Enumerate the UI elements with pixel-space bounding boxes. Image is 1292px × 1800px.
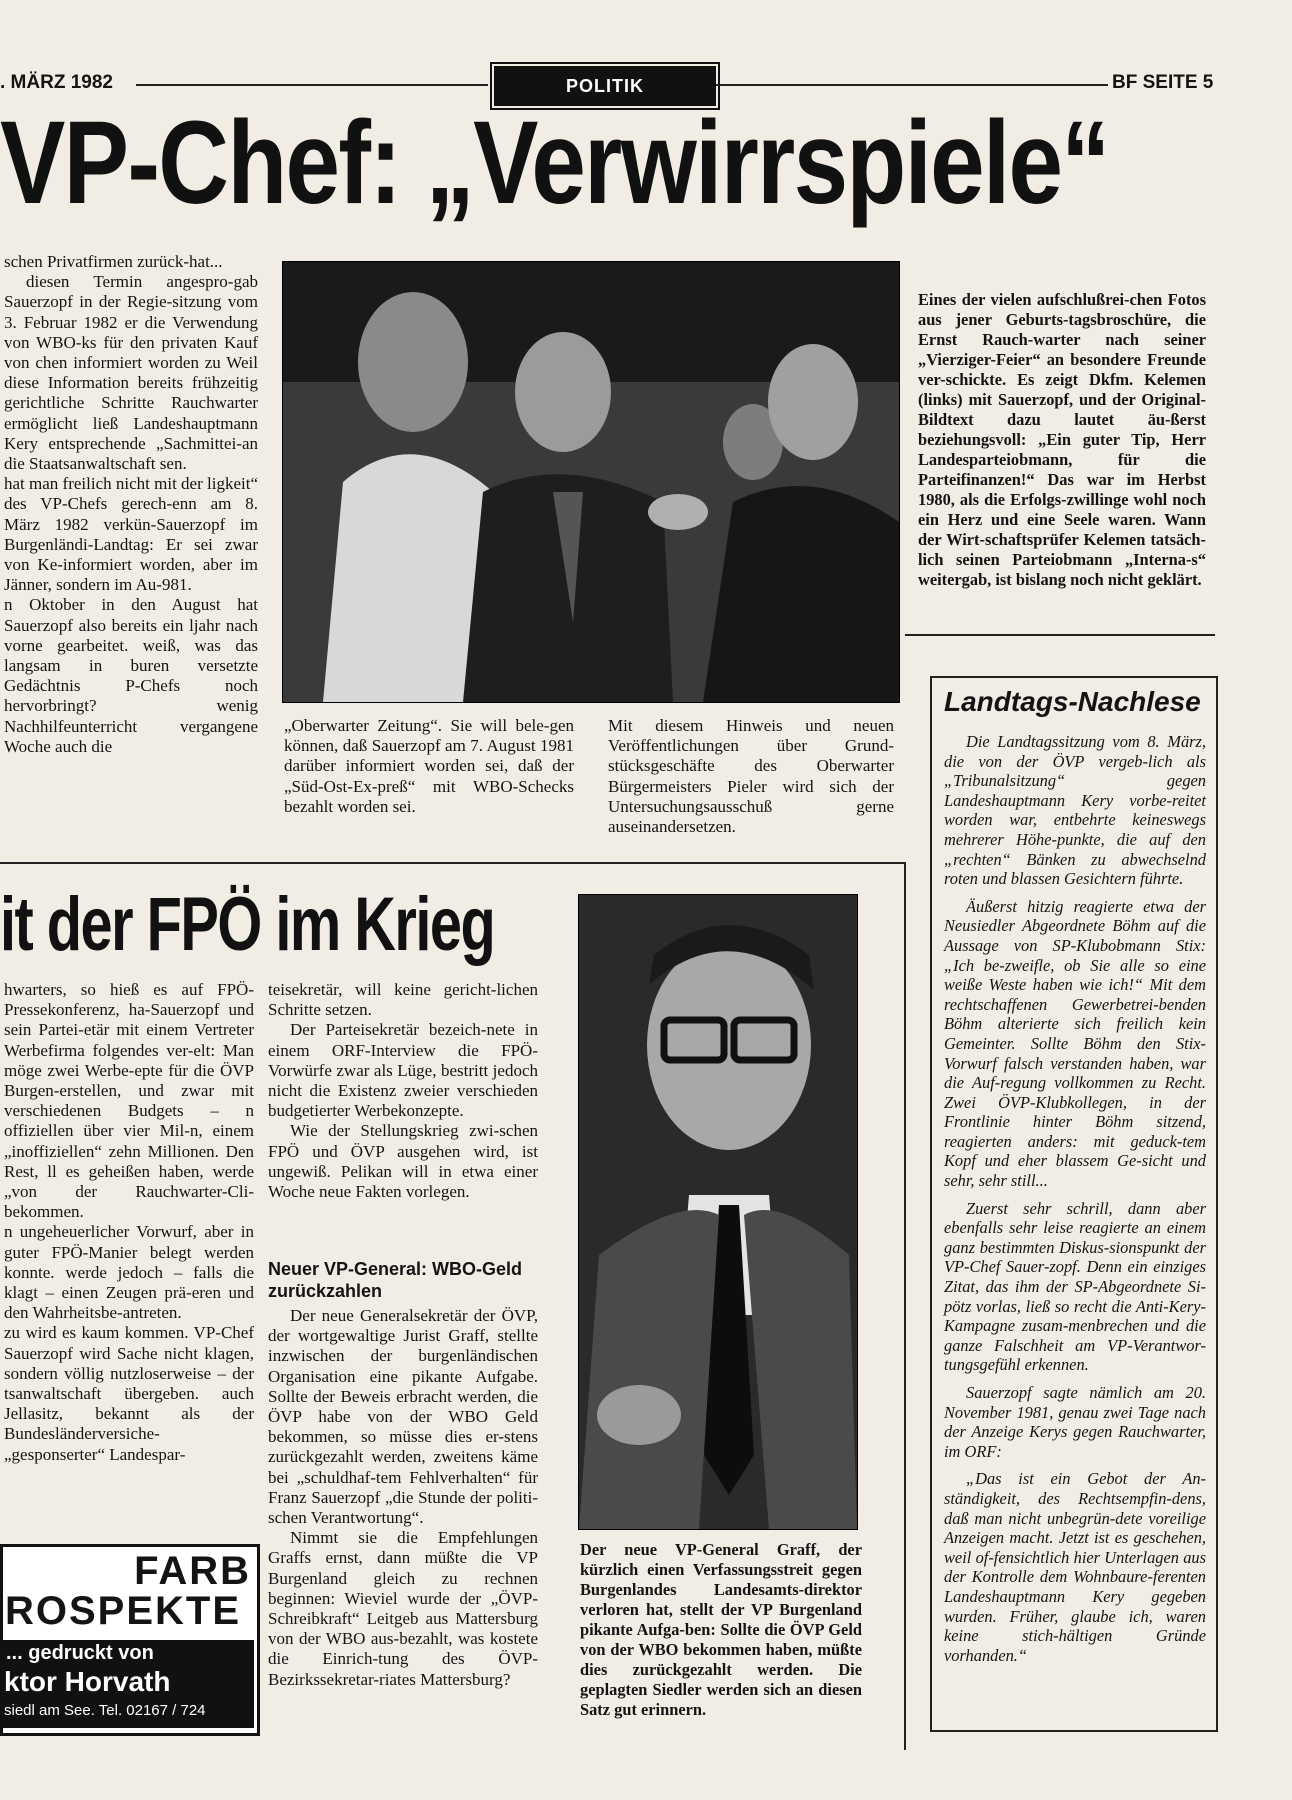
article1-col3: Mit diesem Hinweis und neuen Veröffentlichungen über Grund-stücksgeschäfte des Oberwarter Bürgermeisters Pieler wird sich der Untersuchungsausschuß gerne auseinandersetzen. bbox=[608, 716, 894, 837]
ad-line-2: ROSPEKTE bbox=[5, 1589, 242, 1633]
photo-graff bbox=[578, 894, 858, 1530]
article2-col2b bbox=[268, 1306, 538, 1690]
ad-line-3: ... gedruckt von bbox=[6, 1642, 154, 1664]
issue-date: . MÄRZ 1982 bbox=[0, 72, 113, 93]
paragraph: „Das ist ein Gebot der An-ständigkeit, des Rechtsempfin-dens, daß man nicht unbegrün-dete voreilige Anzeigen macht. Jetzt ist es geschehen, weil of-fensichtlich hier Unterlagen aus der Kontrolle dem Wohnbaure-ferenten Landeshauptmann Kery gegeben wurden. Früher, glaube ich, waren keine stich-hältigen Gründe vorhanden.“ bbox=[944, 1469, 1206, 1665]
sidebar-title: Landtags-Nachlese bbox=[944, 686, 1201, 717]
paragraph: diesen Termin angespro-gab Sauerzopf in der Regie-sitzung vom 3. Februar 1982 er die Verwendung von WBO-ks für den privaten Kauf von chen informiert worden zu Weil diese Information bereits frühzeitig gerichtliche Schritte Rauchwarter ermöglicht ließ Landeshauptmann Kery entsprechende „Sachmittei-an die Staatsanwaltschaft sen. bbox=[4, 272, 258, 474]
paragraph: Nimmt sie die Empfehlungen Graffs ernst, dann müßte die VP Burgenland gleich zu rechnen beginnen: Wieviel wurde der „ÖVP-Schreibkraft“ Leitgeb aus Mattersburg von der WBO aus-bezahlt, was kostete die Einrich-tung des ÖVP-Bezirkssekretar-riates Mattersburg? bbox=[268, 1528, 538, 1689]
subheading-vp-general: Neuer VP-General: WBO-Geld zurückzahlen bbox=[268, 1259, 523, 1301]
article1-col1 bbox=[4, 252, 258, 757]
photo-kelemen-sauerzopf bbox=[282, 261, 900, 703]
photo-caption-1: Eines der vielen aufschlußrei-chen Fotos aus jener Geburts-tagsbroschüre, die Ernst Rauch-warter nach seiner „Vierziger-Feier“ an besondere Freunde ver-schickte. Es zeigt Dkfm. Kelemen (links) mit Sauerzopf, und der Original-Bildtext dazu lautet äu-ßerst beziehungsvoll: „Ein guter Tip, Herr Landesparteiobmann, für die Parteifinanzen!“ Das war im Herbst 1980, als die Erfolgs-zwillinge wohl noch ein Herz und eine Seele waren. Wann der Wirt-schaftsprüfer Kelemen tatsäch-lich seinen Parteiobmann „Interna-s“ weitergab, ist bislang noch nicht geklärt. bbox=[918, 290, 1206, 589]
sidebar-divider bbox=[904, 862, 906, 1750]
article-divider bbox=[0, 862, 906, 864]
photo-kelemen-sauerzopf-image bbox=[283, 262, 899, 702]
sidebar-text bbox=[944, 732, 1206, 1665]
paragraph: hat man freilich nicht mit der ligkeit“ des VP-Chefs gerech-enn am 8. März 1982 verkün-Sauerzopf im Burgenländi-Landtag: Er sei zwar von Ke-informiert worden, aber im Jänner, sondern im Au-981. bbox=[4, 474, 258, 595]
paragraph: teisekretär, will keine gericht-lichen Schritte setzen. bbox=[268, 980, 538, 1020]
paragraph: Die Landtagssitzung vom 8. März, die von der ÖVP vergeb-lich als „Tribunalsitzung“ gegen Landeshauptmann Kery vorbe-reitet worden war, entbehrte keineswegs mehrerer Höhe-punkte, die auf den „rechten“ Bänken zu abwechselnd roten und blassen Gesichtern führte. bbox=[944, 732, 1206, 889]
article2-col1 bbox=[4, 980, 254, 1465]
article1-col2: „Oberwarter Zeitung“. Sie will bele-gen können, daß Sauerzopf am 7. August 1981 darüber informiert worden sei, daß der „Süd-Ost-Ex-preß“ mit WBO-Schecks bezahlt worden sei. bbox=[284, 716, 574, 816]
header-rule-right bbox=[716, 84, 1108, 86]
paragraph: Der neue Generalsekretär der ÖVP, der wortgewaltige Jurist Graff, stellte inzwischen der burgenländischen Organisation eine pikante Aufgabe. Sollte der Beweis erbracht werden, die ÖVP habe von der WBO Geld bekommen, so müsse dies er-stens zurückgezahlt werden, zweitens käme bei „schuldhaf-tem Fehlverhalten“ für Franz Sauerzopf „die Stunde der politi-schen Verantwortung“. bbox=[268, 1306, 538, 1528]
caption-rule bbox=[905, 634, 1215, 636]
ad-line-5: siedl am See. Tel. 02167 / 724 bbox=[4, 1702, 206, 1719]
page-number: BF SEITE 5 bbox=[1112, 72, 1214, 93]
paragraph: schen Privatfirmen zurück-hat... bbox=[4, 252, 223, 271]
photo-graff-image bbox=[579, 895, 857, 1529]
main-headline: VP-Chef: „Verwirrspiele“ bbox=[0, 97, 1109, 229]
ad-line-4: ktor Horvath bbox=[4, 1666, 171, 1697]
paragraph: Sauerzopf sagte nämlich am 20. November 1981, genau zwei Tage nach der Anzeige Kerys gegen Rauchwarter, im ORF: bbox=[944, 1383, 1206, 1461]
paragraph: Zuerst sehr schrill, dann aber ebenfalls sehr leise reagierte an einem ganz bestimmten Diskus-sionspunkt der VP-Chef Sauer-zopf. Denn ein einziges Zitat, das ihm der SP-Abgeordnete Si-pötz vorlas, ließ so recht die Anti-Kery-Kampagne zusam-menbrechen und die ganze Falschheit am VP-Verantwor-tungsgefühl erkennen. bbox=[944, 1198, 1206, 1375]
paragraph: n Oktober in den August hat Sauerzopf also bereits ein ljahr nach vorne gearbeitet. weiß, was das langsam in buren versetzte Gedächtnis P-Chefs noch hervorbringt? wenig Nachhilfeunterricht vergangene Woche auch die bbox=[4, 595, 258, 756]
section-label: POLITIK bbox=[494, 66, 716, 106]
paragraph: Wie der Stellungskrieg zwi-schen FPÖ und ÖVP ausgehen wird, ist ungewiß. Pelikan will in etwa einer Woche neue Fakten vorlegen. bbox=[268, 1121, 538, 1202]
paragraph: n ungeheuerlicher Vorwurf, aber in guter FPÖ-Manier belegt werden konnte. werde jedoch – falls die klagt – einen Zeugen prä-eren und den Wahrheitsbe-antreten. bbox=[4, 1222, 254, 1323]
paragraph: Äußerst hitzig reagierte etwa der Neusiedler Abgeordnete Böhm auf die Aussage von SP-Klubobmann Stix: „Ich be-zweifle, ob Sie alle so eine weiße Weste haben wie ich!“ Mit dem rechtschaffenen Gewerbetrei-benden Böhm alterierte sich freilich kein Gemeinter. Sollte Böhm den Stix-Vorwurf falsch verstanden haben, war die Auf-regung vollkommen zu Recht. Zwei ÖVP-Klubkollegen, in der Frontlinie hinter Böhm sitzend, reagierten anders: mit geduck-tem Kopf und eher blassem Ge-sicht und sehr, sehr still... bbox=[944, 896, 1206, 1191]
paragraph: Der Parteisekretär bezeich-nete in einem ORF-Interview die FPÖ-Vorwürfe zwar als Lüge, bestritt jedoch nicht die Existenz zweier verschieden budgetierter Werbekonzepte. bbox=[268, 1020, 538, 1121]
second-headline: it der FPÖ im Krieg bbox=[0, 882, 495, 967]
photo-caption-2: Der neue VP-General Graff, der kürzlich einen Verfassungsstreit gegen Burgenlandes Landesamts-direktor verloren hat, stellt der VP Burgenland pikante Aufga-ben: Sollte die ÖVP Geld von der WBO bekommen haben, müßte dies zurückgezahlt werden. Die geplagten Siedler werden sich an diesen Satz gut erinnern. bbox=[580, 1540, 862, 1719]
article2-col2 bbox=[268, 980, 538, 1202]
ad-line-1: FARB bbox=[134, 1549, 251, 1593]
paragraph: zu wird es kaum kommen. VP-Chef Sauerzopf wird Sache nicht klagen, sondern völlig nutzloserweise – der tsanwaltschaft übergeben. auch Jellasitz, bekannt als der Bundesländerversiche-„gesponserter“ Landespar- bbox=[4, 1323, 254, 1464]
paragraph: hwarters, so hieß es auf FPÖ-Pressekonferenz, ha-Sauerzopf und sein Partei-etär mit einem Vertreter Werbefirma folgendes ver-elt: Man möge zwei Werbe-epte für die ÖVP Burgen-erstellen, und zwar mit verschiedenen Budgets – n offiziellen über vier Mil-n, einem „inoffiziellen“ zehn Millionen. Den Rest, ll es geheißen haben, werde „von der Rauchwarter-Cli-bekommen. bbox=[4, 980, 254, 1222]
header-rule-left bbox=[136, 84, 488, 86]
ad-footer bbox=[0, 1640, 254, 1728]
